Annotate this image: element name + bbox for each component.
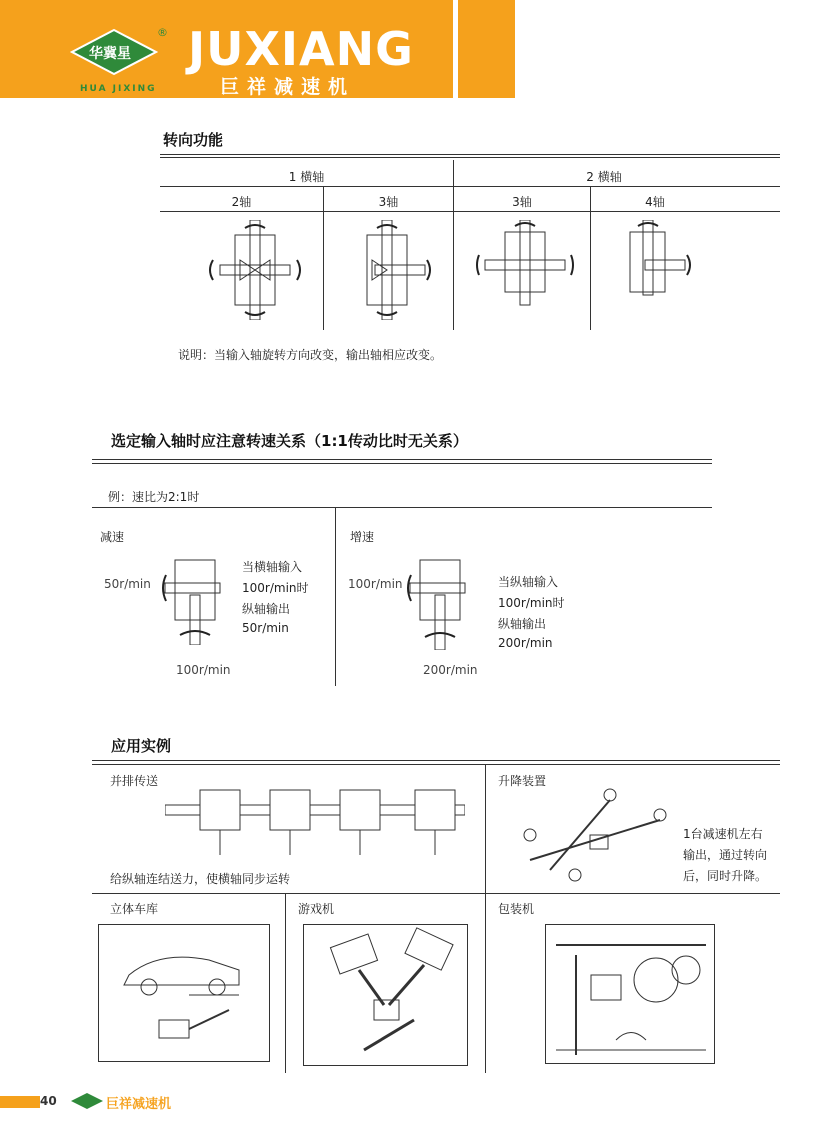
col-label-2: 3轴	[378, 195, 399, 209]
increase-label: 增速	[350, 530, 375, 544]
section-title-steering: 转向功能	[163, 131, 224, 149]
footer-band	[0, 1096, 40, 1108]
footer-logo-icon	[70, 1092, 104, 1110]
app-divider-bottom-2	[485, 893, 486, 1073]
section1-rule-2	[160, 157, 780, 158]
section-title-applications: 应用实例	[111, 737, 172, 755]
section2-rule	[92, 459, 712, 460]
app-divider-bottom-1	[285, 893, 286, 1073]
page-number: 40	[40, 1094, 57, 1108]
parallel-caption: 给纵轴连结送力，使横轴同步运转	[110, 872, 291, 886]
increase-desc-1: 当纵轴输入	[498, 575, 559, 589]
col-divider-3	[590, 187, 591, 330]
lift-device-diagram	[510, 780, 680, 890]
brand-title: JUXIANG	[188, 22, 414, 76]
col-label-4: 4轴	[645, 195, 665, 209]
increase-output-speed: 200r/min	[423, 663, 478, 677]
col-label-1: 2轴	[231, 195, 252, 209]
group-label-2: 2 横轴	[586, 170, 622, 184]
logo-text-cn: 华冀星	[89, 46, 131, 62]
increase-desc-3: 纵轴输出	[498, 617, 547, 631]
header-divider	[453, 0, 458, 98]
reduce-desc-3: 纵轴输出	[242, 602, 291, 616]
example-text: 例：速比为2:1时	[108, 490, 200, 504]
gearbox-2axis-diagram	[205, 220, 305, 320]
gearbox-3axis-b-diagram	[475, 220, 575, 310]
footer-brand: 巨祥减速机	[106, 1097, 172, 1112]
reduce-output-speed: 100r/min	[176, 663, 231, 677]
reduce-gearbox-diagram	[160, 555, 230, 645]
section1-rule	[160, 154, 780, 155]
col-rule	[160, 211, 780, 212]
reduce-desc-1: 当横轴输入	[242, 560, 303, 574]
group-label-1: 1 横轴	[288, 170, 325, 184]
gearbox-3axis-diagram	[345, 220, 435, 320]
logo-text-en: HUA JIXING	[80, 84, 157, 94]
brand-subtitle: 巨祥减速机	[220, 76, 356, 98]
reduce-desc-4: 50r/min	[242, 621, 289, 635]
section3-rule	[92, 760, 780, 761]
garage-label: 立体车库	[110, 902, 159, 916]
parallel-label: 并排传送	[110, 774, 159, 788]
lift-label: 升降装置	[498, 774, 547, 788]
increase-desc-4: 200r/min	[498, 636, 553, 650]
lift-desc-1: 1台减速机左右	[683, 827, 763, 841]
app-divider-top	[485, 765, 486, 893]
lift-desc-3: 后，同时升降。	[683, 869, 768, 883]
game-label: 游戏机	[298, 902, 335, 916]
increase-gearbox-diagram	[405, 555, 475, 650]
section-title-speed: 选定输入轴时应注意转速关系（1:1传动比时无关系）	[111, 432, 468, 450]
speed-divider	[335, 508, 336, 686]
registered-mark: ®	[157, 26, 168, 39]
gearbox-4axis-diagram	[615, 220, 695, 310]
col-label-3: 3轴	[512, 195, 532, 209]
garage-image	[98, 924, 270, 1062]
packing-label: 包装机	[498, 902, 535, 916]
reduce-desc-2: 100r/min时	[242, 581, 309, 595]
group-rule	[160, 186, 780, 187]
parallel-conveyor-diagram	[165, 780, 465, 860]
increase-input-speed: 100r/min	[348, 577, 403, 591]
reduce-label: 减速	[100, 530, 125, 544]
increase-desc-2: 100r/min时	[498, 596, 565, 610]
app-row-rule	[92, 893, 780, 894]
lift-desc-2: 输出，通过转向	[683, 848, 768, 862]
note-text: 说明：当输入轴旋转方向改变，输出轴相应改变。	[178, 348, 443, 362]
game-machine-image	[303, 924, 468, 1066]
section3-rule-2	[92, 764, 780, 765]
example-rule	[92, 507, 712, 508]
col-divider-1	[323, 187, 324, 330]
reduce-input-speed: 50r/min	[104, 577, 151, 591]
packing-machine-image	[545, 924, 715, 1064]
section2-rule-2	[92, 463, 712, 464]
